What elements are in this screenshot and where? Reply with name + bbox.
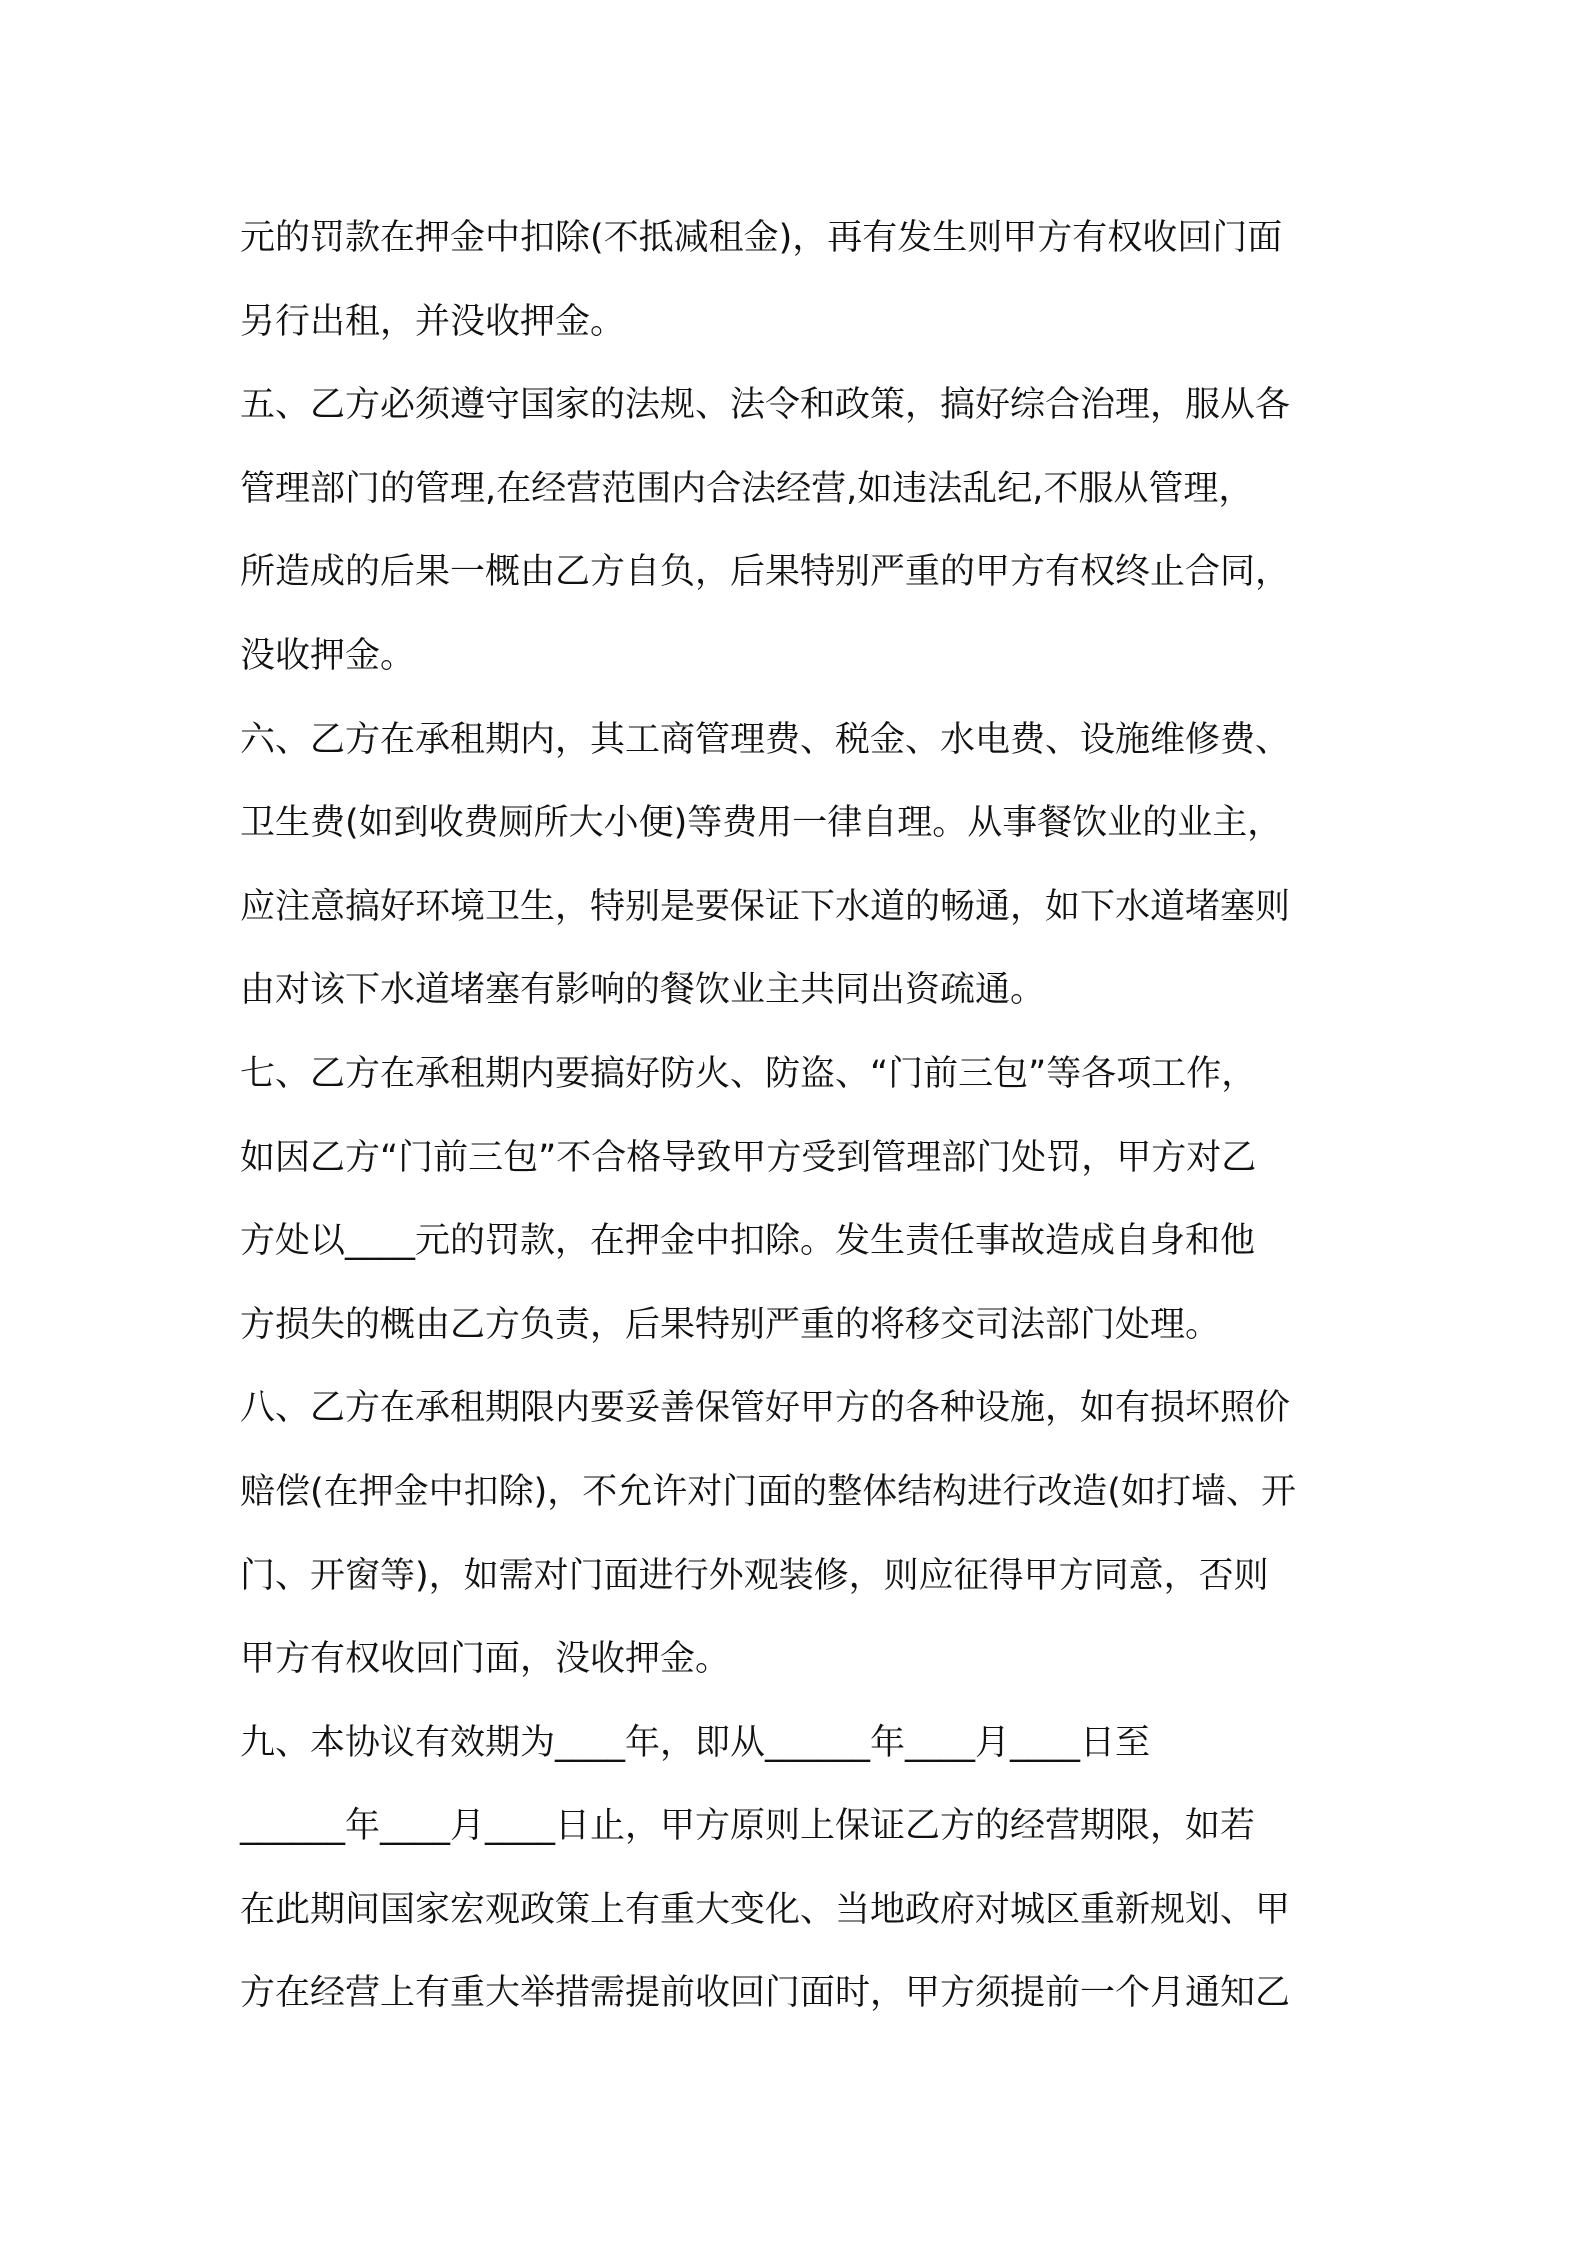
clause-5-line-3: 所造成的后果一概由乙方自负，后果特别严重的甲方有权终止合同， xyxy=(240,552,1291,593)
clause-7-line-2: 如因乙方“门前三包”不合格导致甲方受到管理部门处罚，甲方对乙 xyxy=(240,1137,1257,1178)
clause-5-line-4: 没收押金。 xyxy=(240,635,416,676)
clause-6-line-4: 由对该下水道堵塞有影响的餐饮业主共同出资疏通。 xyxy=(240,970,1046,1011)
clause-6-line-3: 应注意搞好环境卫生，特别是要保证下水道的畅通，如下水道堵塞则 xyxy=(240,886,1291,927)
clause-7-line-1: 七、乙方在承租期内要搞好防火、防盗、“门前三包”等各项工作， xyxy=(240,1053,1257,1094)
document-body xyxy=(240,197,1360,2036)
text-line-1: 元的罚款在押金中扣除(不抵减租金)，再有发生则甲方有权收回门面 xyxy=(240,218,1283,258)
clause-7-line-4: 方损失的概由乙方负责，后果特别严重的将移交司法部门处理。 xyxy=(240,1304,1221,1345)
clause-8-line-4: 甲方有权收回门面，没收押金。 xyxy=(240,1639,731,1680)
clause-7-line-3: 方处以____元的罚款，在押金中扣除。发生责任事故造成自身和他 xyxy=(240,1221,1256,1262)
clause-9-line-4: 方在经营上有重大举措需提前收回门面时，甲方须提前一个月通知乙 xyxy=(240,1973,1291,2014)
clause-8-line-3: 门、开窗等)，如需对门面进行外观装修，则应征得甲方同意，否则 xyxy=(240,1555,1269,1596)
clause-6-line-1: 六、乙方在承租期内，其工商管理费、税金、水电费、设施维修费、 xyxy=(240,719,1291,760)
clause-8-line-2: 赔偿(在押金中扣除)，不允许对门面的整体结构进行改造(如打墙、开 xyxy=(240,1471,1296,1512)
clause-9-line-3: 在此期间国家宏观政策上有重大变化、当地政府对城区重新规划、甲 xyxy=(240,1889,1291,1930)
clause-5-line-2: 管理部门的管理,在经营范围内合法经营,如违法乱纪,不服从管理， xyxy=(240,468,1254,509)
clause-9-line-1: 九、本协议有效期为____年，即从______年____月____日至 xyxy=(240,1722,1151,1763)
clause-9-line-2: ______年____月____日止，甲方原则上保证乙方的经营期限，如若 xyxy=(240,1806,1256,1847)
clause-8-line-1: 八、乙方在承租期限内要妥善保管好甲方的各种设施，如有损坏照价 xyxy=(240,1388,1291,1429)
clause-6-line-2: 卫生费(如到收费厕所大小便)等费用一律自理。从事餐饮业的业主， xyxy=(240,803,1283,844)
text-line-2: 另行出租，并没收押金。 xyxy=(240,301,626,342)
clause-5-line-1: 五、乙方必须遵守国家的法规、法令和政策，搞好综合治理，服从各 xyxy=(240,385,1291,426)
